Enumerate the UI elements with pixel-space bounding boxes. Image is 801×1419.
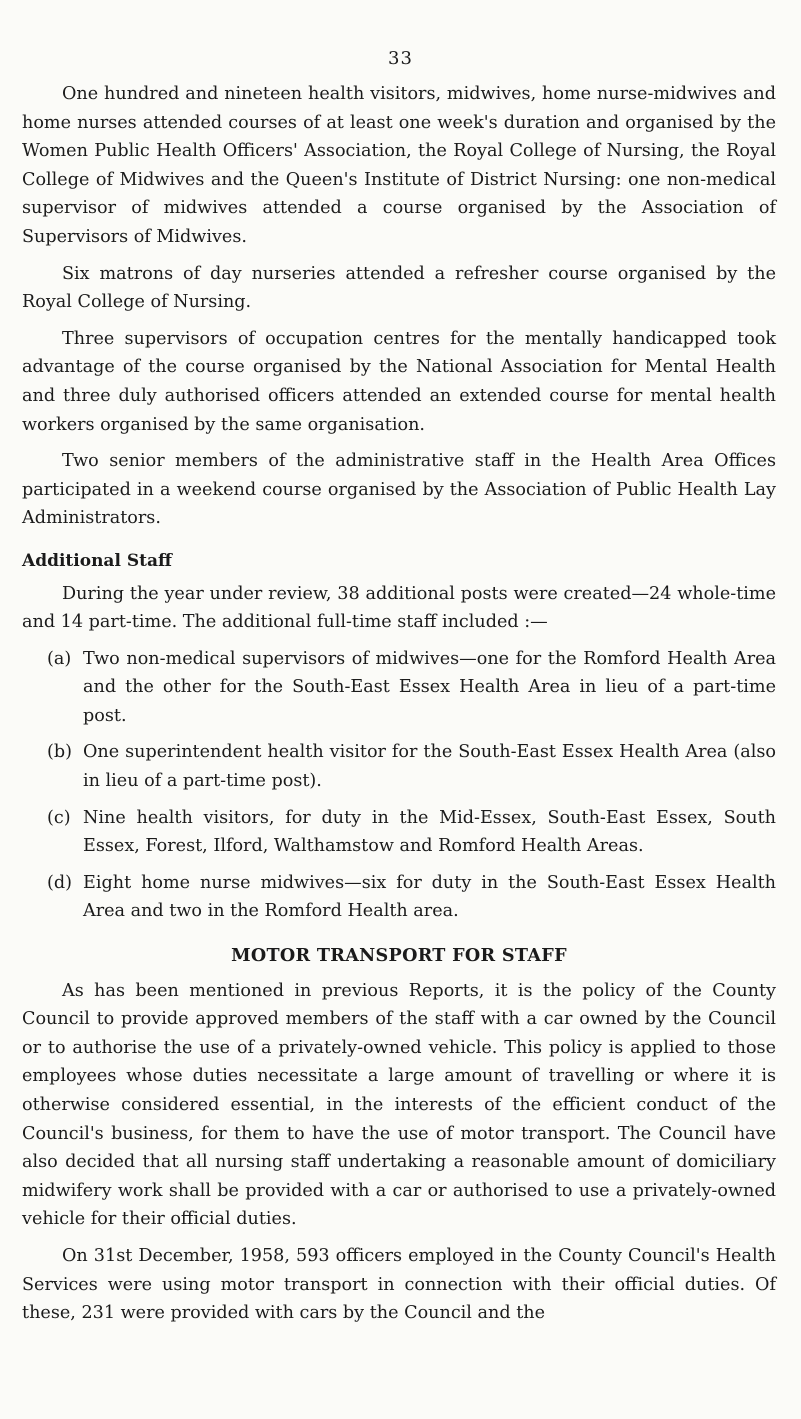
list-item xyxy=(47,645,776,731)
paragraph-motor-policy: As has been mentioned in previous Reports, it is the policy of the County Council to provide approved members of the staff with a car owned by the Council or to authorise the use of a privately-owned vehicle. This policy is applied to those employees whose duties necessitate a large amount of travelling or where it is otherwise considered essential, in the interests of the efficient conduct of the Council's business, for them to have the use of motor transport. The Council have also decided that all nursing staff undertaking a reasonable amount of domiciliary midwifery work shall be provided with a car or authorised to use a privately-owned vehicle for their official duties. xyxy=(22,980,776,1230)
list-item-text: Nine health visitors, for duty in the Mid-Essex, South-East Essex, South Essex, Forest, Ilford, Walthamstow and Romford Health Areas. xyxy=(83,807,776,857)
section-heading-motor-transport: MOTOR TRANSPORT FOR STAFF xyxy=(231,945,567,967)
page-number: 33 xyxy=(388,48,413,69)
list-item-label: (c) xyxy=(47,807,71,828)
paragraph-motor-statistics: On 31st December, 1958, 593 officers employed in the County Council's Health Services were using motor transport in connection with their official duties. Of these, 231 were provided with cars by the Council and the xyxy=(22,1245,776,1324)
list-item-label: (b) xyxy=(47,742,72,763)
list-item xyxy=(47,738,776,795)
paragraph-additional-staff-intro: During the year under review, 38 additional posts were created—24 whole-time and 14 part-time. The additional full-time staff included :— xyxy=(22,583,776,633)
list-item-label: (d) xyxy=(47,872,72,893)
list-item xyxy=(47,869,776,926)
list-item-text: Eight home nurse midwives—six for duty in the South-East Essex Health Area and two in the Romford Health area. xyxy=(83,872,776,922)
list-item-text: One superintendent health visitor for the South-East Essex Health Area (also in lieu of a part-time post). xyxy=(83,742,776,792)
section-heading-additional-staff: Additional Staff xyxy=(22,550,172,571)
paragraph-supervisors: Three supervisors of occupation centres for the mentally handicapped took advantage of the course organised by the National Association for Mental Health and three duly authorised officers attended an extended course for mental health workers organised by the same organisation. xyxy=(22,328,776,435)
document-body xyxy=(22,80,776,1336)
paragraph-courses: One hundred and nineteen health visitors, midwives, home nurse-midwives and home nurses attended courses of at least one week's duration and organised by the Women Public Health Officers' Association, the Royal College of Nursing, the Royal College of Midwives and the Queen's Institute of District Nursing: one non-medical supervisor of midwives attended a course organised by the Association of Supervisors of Midwives. xyxy=(22,84,776,247)
list-item xyxy=(47,804,776,861)
paragraph-administrative-staff: Two senior members of the administrative staff in the Health Area Offices participated in a weekend course organised by the Association of Public Health Lay Administrators. xyxy=(22,451,776,529)
list-item-text: Two non-medical supervisors of midwives—one for the Romford Health Area and the other for the South-East Essex Health Area in lieu of a part-time post. xyxy=(83,648,776,726)
paragraph-matrons: Six matrons of day nurseries attended a refresher course organised by the Royal College of Nursing. xyxy=(22,263,776,313)
list-item-label: (a) xyxy=(47,648,72,669)
